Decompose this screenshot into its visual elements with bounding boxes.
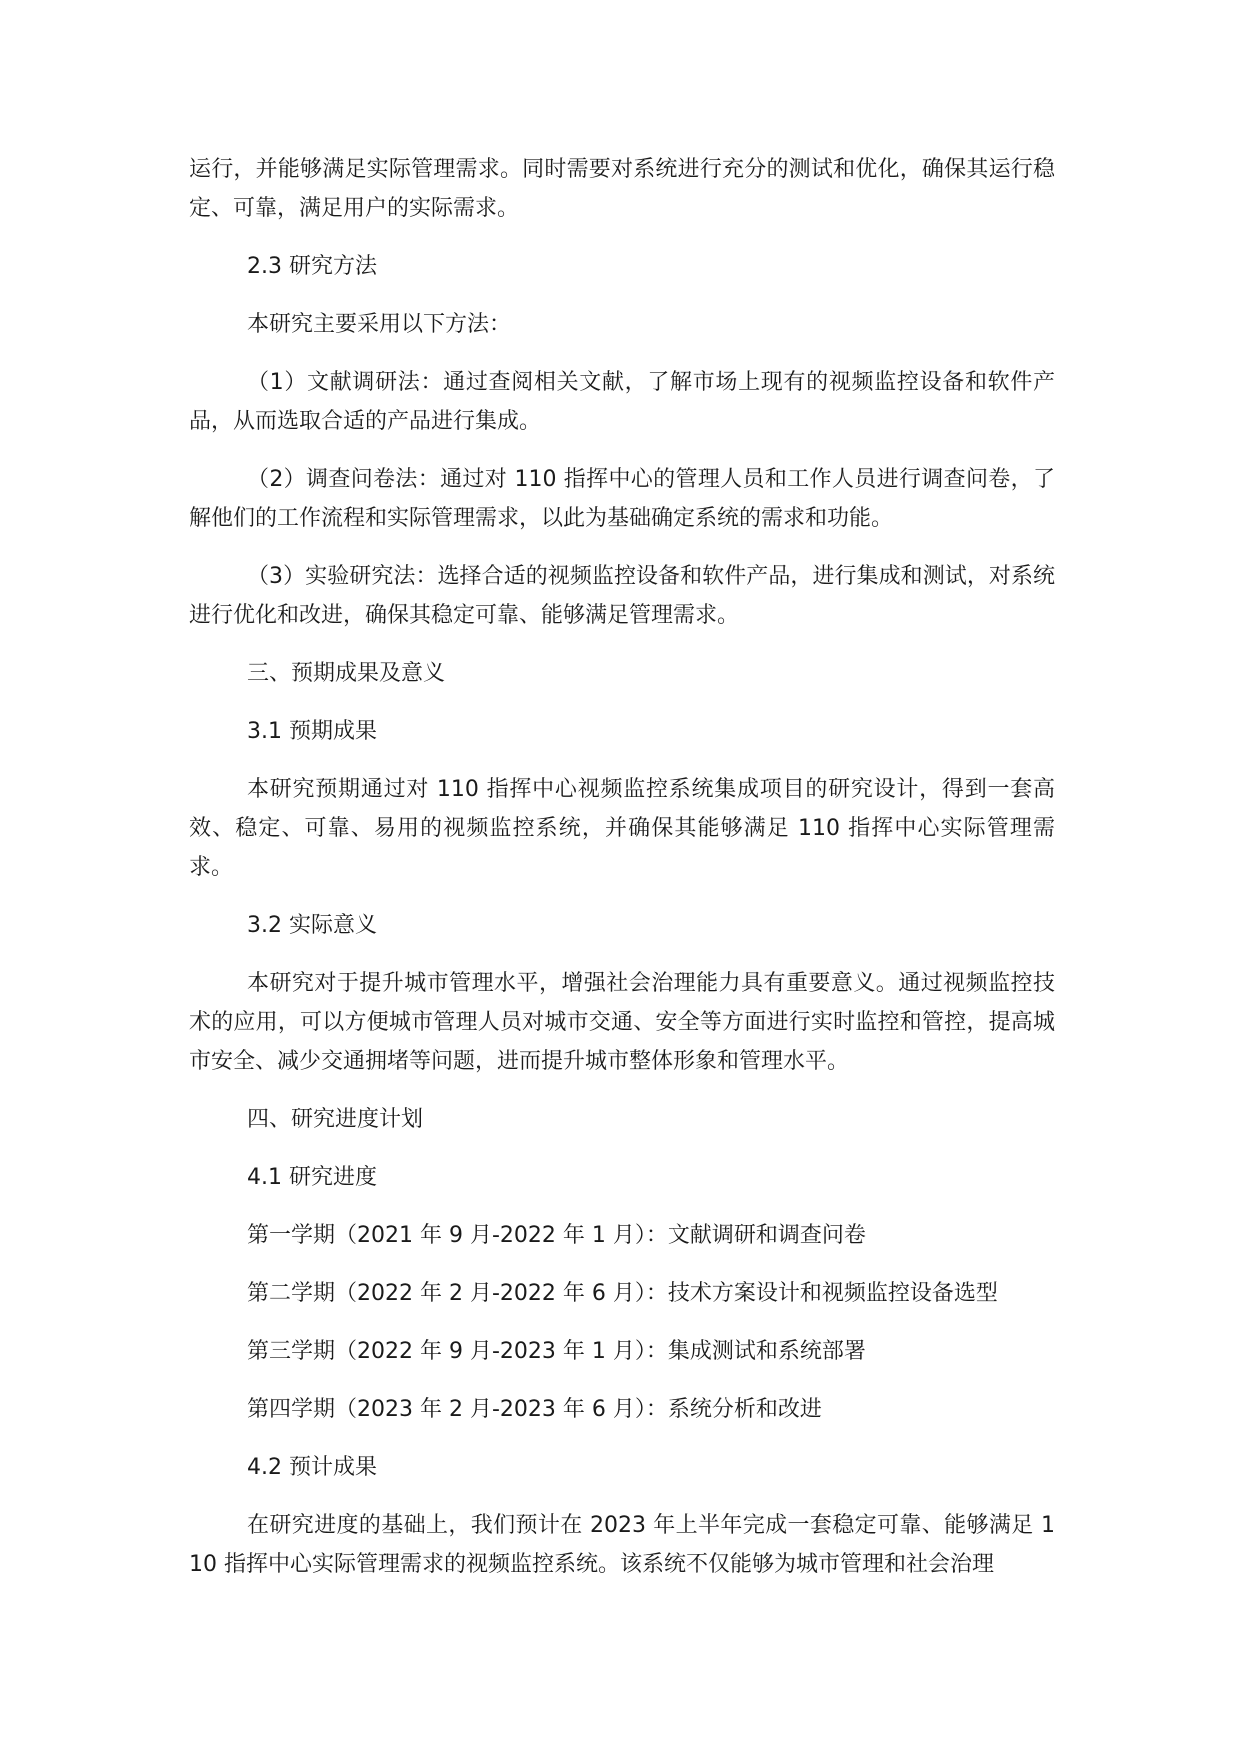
heading-4-2: 4.2 预计成果 — [247, 1455, 377, 1480]
paragraph-expected-results: 本研究预期通过对 110 指挥中心视频监控系统集成项目的研究设计，得到一套高效、稳定、可靠、易用的视频监控系统，并确保其能够满足 110 指挥中心实际管理需求。 — [189, 777, 1055, 880]
heading-section-3: 三、预期成果及意义 — [247, 661, 446, 686]
heading-section-4: 四、研究进度计划 — [247, 1107, 424, 1132]
paragraph-method-3: （3）实验研究法：选择合适的视频监控设备和软件产品，进行集成和测试，对系统进行优化和改进，确保其稳定可靠、能够满足管理需求。 — [189, 564, 1055, 628]
paragraph-significance: 本研究对于提升城市管理水平，增强社会治理能力具有重要意义。通过视频监控技术的应用，可以方便城市管理人员对城市交通、安全等方面进行实时监控和管控，提高城市安全、减少交通拥堵等问题，进而提升城市整体形象和管理水平。 — [189, 971, 1055, 1074]
document-body — [189, 150, 1055, 1584]
schedule-term-3: 第三学期（2022 年 9 月-2023 年 1 月）：集成测试和系统部署 — [247, 1339, 866, 1364]
paragraph-method-1: （1）文献调研法：通过查阅相关文献，了解市场上现有的视频监控设备和软件产品，从而选取合适的产品进行集成。 — [189, 370, 1055, 434]
heading-2-3: 2.3 研究方法 — [247, 254, 377, 279]
schedule-term-4: 第四学期（2023 年 2 月-2023 年 6 月）：系统分析和改进 — [247, 1397, 822, 1422]
paragraph-expected-outcome: 在研究进度的基础上，我们预计在 2023 年上半年完成一套稳定可靠、能够满足 110 指挥中心实际管理需求的视频监控系统。该系统不仅能够为城市管理和社会治理 — [189, 1513, 1055, 1577]
paragraph-methods-intro: 本研究主要采用以下方法： — [247, 312, 512, 337]
schedule-term-1: 第一学期（2021 年 9 月-2022 年 1 月）：文献调研和调查问卷 — [247, 1223, 866, 1248]
heading-3-2: 3.2 实际意义 — [247, 913, 377, 938]
paragraph-method-2: （2）调查问卷法：通过对 110 指挥中心的管理人员和工作人员进行调查问卷，了解他们的工作流程和实际管理需求，以此为基础确定系统的需求和功能。 — [189, 467, 1055, 531]
heading-3-1: 3.1 预期成果 — [247, 719, 377, 744]
paragraph-continuation: 运行，并能够满足实际管理需求。同时需要对系统进行充分的测试和优化，确保其运行稳定、可靠，满足用户的实际需求。 — [189, 157, 1055, 221]
heading-4-1: 4.1 研究进度 — [247, 1165, 377, 1190]
schedule-term-2: 第二学期（2022 年 2 月-2022 年 6 月）：技术方案设计和视频监控设备选型 — [247, 1281, 998, 1306]
